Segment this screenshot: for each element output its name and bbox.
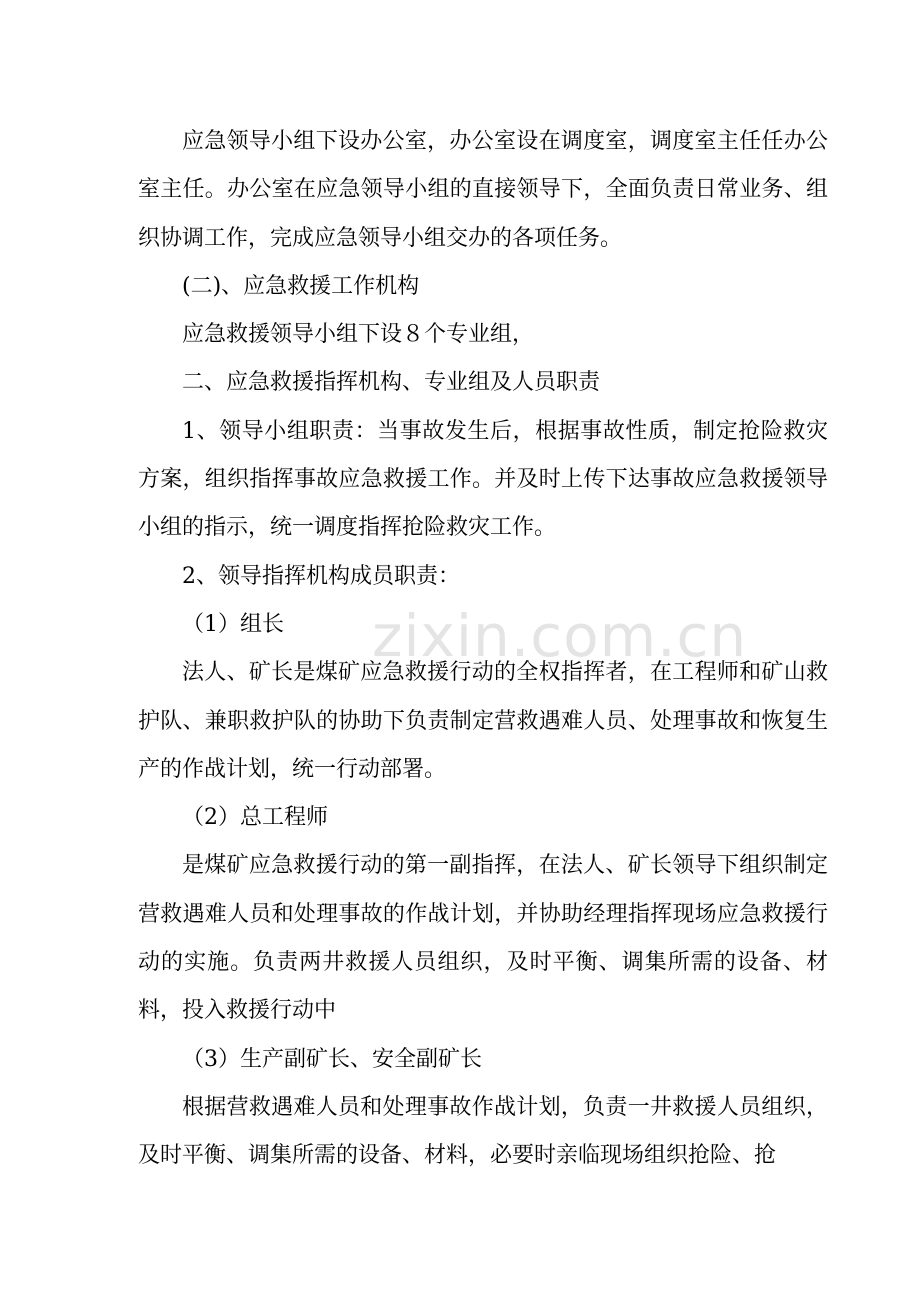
heading-member-duties: 2、领导指挥机构成员职责：: [182, 563, 460, 589]
paragraph-leading-group-duties: 1、领导小组职责：当事故发生后，根据事故性质，制定抢险救灾方案，组织指挥事故应急救援工作。并及时上传下达事故应急救援领导小组的指示，统一调度指挥抢险救灾工作。: [138, 418, 828, 541]
heading-rescue-organization: (二)、应急救援工作机构: [182, 273, 420, 299]
watermark: zixin.com.cn: [372, 602, 748, 670]
paragraph-chief-engineer-duties: 是煤矿应急救援行动的第一副指挥，在法人、矿长领导下组织制定营救遇难人员和处理事故的作战计划，并协助经理指挥现场应急救援行动的实施。负责两井救援人员组织，及时平衡、调集所需的设备、材料，投入救援行动中: [138, 853, 828, 1024]
heading-chief-engineer: （2）总工程师: [182, 805, 328, 831]
heading-command-duties: 二、应急救援指挥机构、专业组及人员职责: [182, 370, 601, 396]
paragraph-office-setup: 应急领导小组下设办公室，办公室设在调度室，调度室主任任办公室主任。办公室在应急领导小组的直接领导下，全面负责日常业务、组织协调工作，完成应急领导小组交办的各项任务。: [138, 129, 828, 251]
paragraph-professional-groups: 应急救援领导小组下设８个专业组，: [182, 322, 535, 348]
heading-deputy-managers: （3）生产副矿长、安全副矿长: [182, 1046, 482, 1072]
paragraph-deputy-managers-duties: 根据营救遇难人员和处理事故作战计划，负责一井救援人员组织，及时平衡、调集所需的设备、材料，必要时亲临现场组织抢险、抢: [138, 1094, 828, 1169]
heading-group-leader: （1）组长: [182, 611, 284, 637]
document-body: [138, 118, 828, 1181]
paragraph-group-leader-duties: 法人、矿长是煤矿应急救援行动的全权指挥者，在工程师和矿山救护队、兼职救护队的协助下负责制定营救遇难人员、处理事故和恢复生产的作战计划，统一行动部署。: [138, 660, 828, 782]
